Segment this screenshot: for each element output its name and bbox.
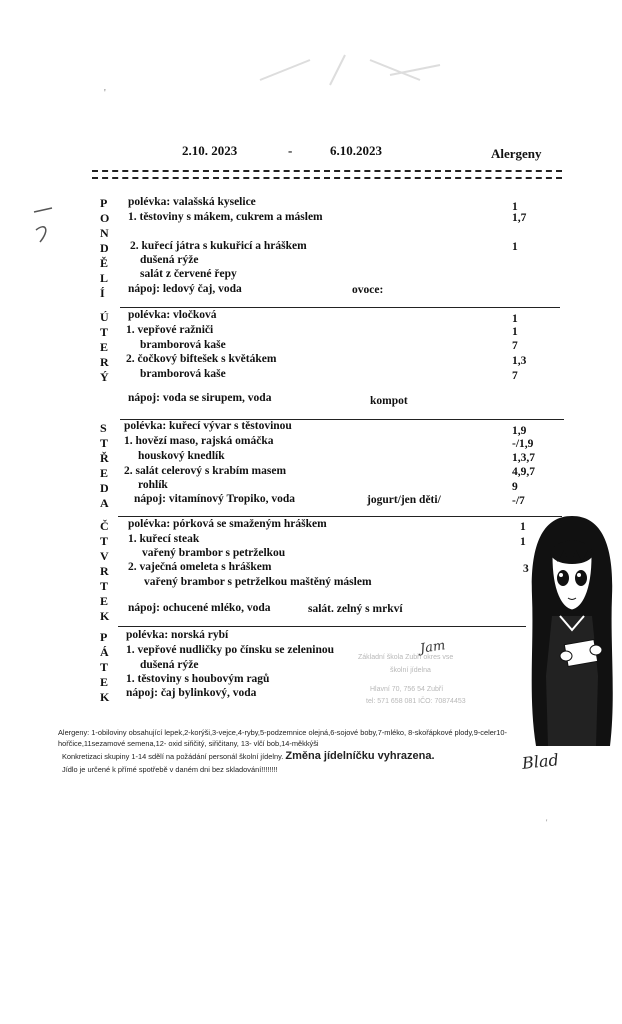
day-letter: P <box>100 196 108 210</box>
day-letter: E <box>100 466 109 480</box>
menu-item: dušená rýže <box>140 659 199 671</box>
day-letter: Ú <box>100 310 109 324</box>
day-divider <box>118 516 562 517</box>
day-letter: L <box>100 271 109 285</box>
allergen-code: -/1,9 <box>512 438 534 450</box>
day-letter: D <box>100 241 109 255</box>
allergen-code: 3 <box>523 563 529 575</box>
day-letter: K <box>100 690 110 704</box>
allergen-code: 9 <box>512 481 518 493</box>
handwritten-signature-top: Jam <box>419 638 447 657</box>
menu-item: 2. vaječná omeleta s hráškem <box>128 561 272 573</box>
allergen-code: -/7 <box>512 495 525 507</box>
day-letter: T <box>100 660 109 674</box>
stamp-line: tel: 571 658 081 IČO: 70874453 <box>366 698 466 705</box>
menu-item-soup: polévka: kuřecí vývar s těstovinou <box>124 420 292 432</box>
menu-item: bramborová kaše <box>140 368 226 380</box>
menu-item-drink: nápoj: voda se sirupem, voda <box>128 392 272 404</box>
menu-changes-note: Změna jídelníčku vyhrazena. <box>285 750 435 762</box>
stamp-line: Základní škola Zubří okres vse <box>358 654 454 661</box>
day-divider <box>120 307 560 308</box>
menu-item: 1. těstoviny s houbovým ragů <box>126 673 270 685</box>
menu-item: bramborová kaše <box>140 339 226 351</box>
allergen-code: 1 <box>512 241 518 253</box>
day-letter: Ý <box>100 370 109 384</box>
day-letter: Ř <box>100 451 109 465</box>
allergen-code: 1 <box>512 313 518 325</box>
allergens-line: Alergeny: 1-obiloviny obsahující lepek,2-korýši,3-vejce,4-ryby,5-podzemnice olejná,6-sojové boby,7-mléko, 8-skořápkové plody,9-celer10-hořčice,11sezamové semena,12- oxid siřičitý, siřičitany, 13- vlčí bob,14-měkkýši <box>58 728 507 748</box>
day-letter: T <box>100 579 109 593</box>
date-to: 6.10.2023 <box>330 143 382 158</box>
allergen-code: 7 <box>512 370 518 382</box>
day-letter: K <box>100 609 110 623</box>
allergens-title: Alergeny <box>491 146 542 161</box>
menu-extra: salát. zelný s mrkví <box>308 603 403 615</box>
footer-note-row <box>62 751 532 762</box>
menu-item-drink: nápoj: vitamínový Tropiko, voda <box>134 493 296 505</box>
menu-item: dušená rýže <box>140 254 199 266</box>
allergen-code: 7 <box>512 340 518 352</box>
menu-extra: ovoce: <box>352 284 384 296</box>
menu-item: rohlík <box>138 479 168 491</box>
day-letter: V <box>100 549 109 563</box>
stamp-line: Hlavní 70, 756 54 Zubří <box>370 686 444 693</box>
day-letter: Ě <box>100 256 109 270</box>
day-letter: S <box>100 421 107 435</box>
menu-item: 1. vepřové ražniči <box>126 324 214 336</box>
allergen-code: 4,9,7 <box>512 466 535 478</box>
day-letter: Í <box>100 286 105 300</box>
header-dashed-rule-2 <box>92 177 562 179</box>
menu-item: 1. těstoviny s mákem, cukrem a máslem <box>128 211 323 223</box>
margin-mark <box>30 200 60 250</box>
allergen-code: 1,7 <box>512 212 527 224</box>
menu-item-soup: polévka: vločková <box>128 309 217 321</box>
menu-extra: kompot <box>370 395 408 407</box>
menu-item: 2. kuřecí játra s kukuřicí a hráškem <box>130 240 307 252</box>
menu-item: 2. salát celerový s krabím masem <box>124 465 287 477</box>
allergens-legend <box>58 727 528 749</box>
day-divider <box>118 626 526 627</box>
menu-item-soup: polévka: valašská kyselice <box>128 196 256 208</box>
menu-item: 1. hovězí maso, rajská omáčka <box>124 435 274 447</box>
menu-item: 2. čočkový biftešek s květákem <box>126 353 277 365</box>
anime-girl-illustration <box>522 506 622 756</box>
menu-item: 1. vepřové nudličky po čínsku se zeleninou <box>126 644 334 656</box>
school-stamp <box>358 654 506 712</box>
day-letter: D <box>100 481 109 495</box>
scan-dot: ' <box>546 818 548 827</box>
menu-item-drink: nápoj: ledový čaj, voda <box>128 283 242 295</box>
day-letter: A <box>100 496 109 510</box>
allergen-code: 1 <box>512 326 518 338</box>
allergen-code: 1,3,7 <box>512 452 535 464</box>
day-letter: N <box>100 226 109 240</box>
menu-item-drink: nápoj: ochucené mléko, voda <box>128 602 271 614</box>
allergen-code: 1,3 <box>512 355 527 367</box>
allergen-code: 1,9 <box>512 425 527 437</box>
day-letter: O <box>100 211 110 225</box>
day-letter: E <box>100 675 109 689</box>
stamp-line: školní jídelna <box>390 667 431 674</box>
day-letter: E <box>100 594 109 608</box>
day-letter: E <box>100 340 109 354</box>
allergen-code: 1 <box>520 521 526 533</box>
day-letter: T <box>100 436 109 450</box>
day-letter: Á <box>100 645 109 659</box>
menu-item-soup: polévka: norská rybí <box>126 629 229 641</box>
groups-note: Konkretizaci skupiny 1-14 sdělí na požádání personál školní jídelny. <box>62 752 284 761</box>
menu-item: 1. kuřecí steak <box>128 533 200 545</box>
date-separator: - <box>288 143 293 158</box>
scan-mark: ' <box>104 88 106 99</box>
menu-item: vařený brambor s petrželkou <box>142 547 286 559</box>
header-dashed-rule <box>92 170 562 172</box>
menu-item: vařený brambor s petrželkou maštěný máslem <box>144 576 372 588</box>
day-letter: Č <box>100 519 109 533</box>
menu-extra: jogurt/jen děti/ <box>367 494 441 506</box>
day-letter: P <box>100 630 108 644</box>
day-letter: T <box>100 534 109 548</box>
date-from: 2.10. 2023 <box>182 143 238 158</box>
day-letter: R <box>100 355 109 369</box>
day-letter: R <box>100 564 109 578</box>
faded-header-scribble <box>250 40 460 100</box>
menu-item-drink: nápoj: čaj bylinkový, voda <box>126 687 257 699</box>
allergen-code: 1 <box>512 201 518 213</box>
allergen-code: 1 <box>520 536 526 548</box>
menu-item-soup: polévka: pórková se smaženým hráškem <box>128 518 327 530</box>
handwritten-signature-right: Blad <box>521 750 560 773</box>
consumption-note: Jídlo je určené k přímé spotřebě v daném dni bez skladování!!!!!!!! <box>62 765 278 774</box>
day-letter: T <box>100 325 109 339</box>
menu-item: salát z červené řepy <box>140 268 237 280</box>
menu-item: houskový knedlík <box>138 450 225 462</box>
